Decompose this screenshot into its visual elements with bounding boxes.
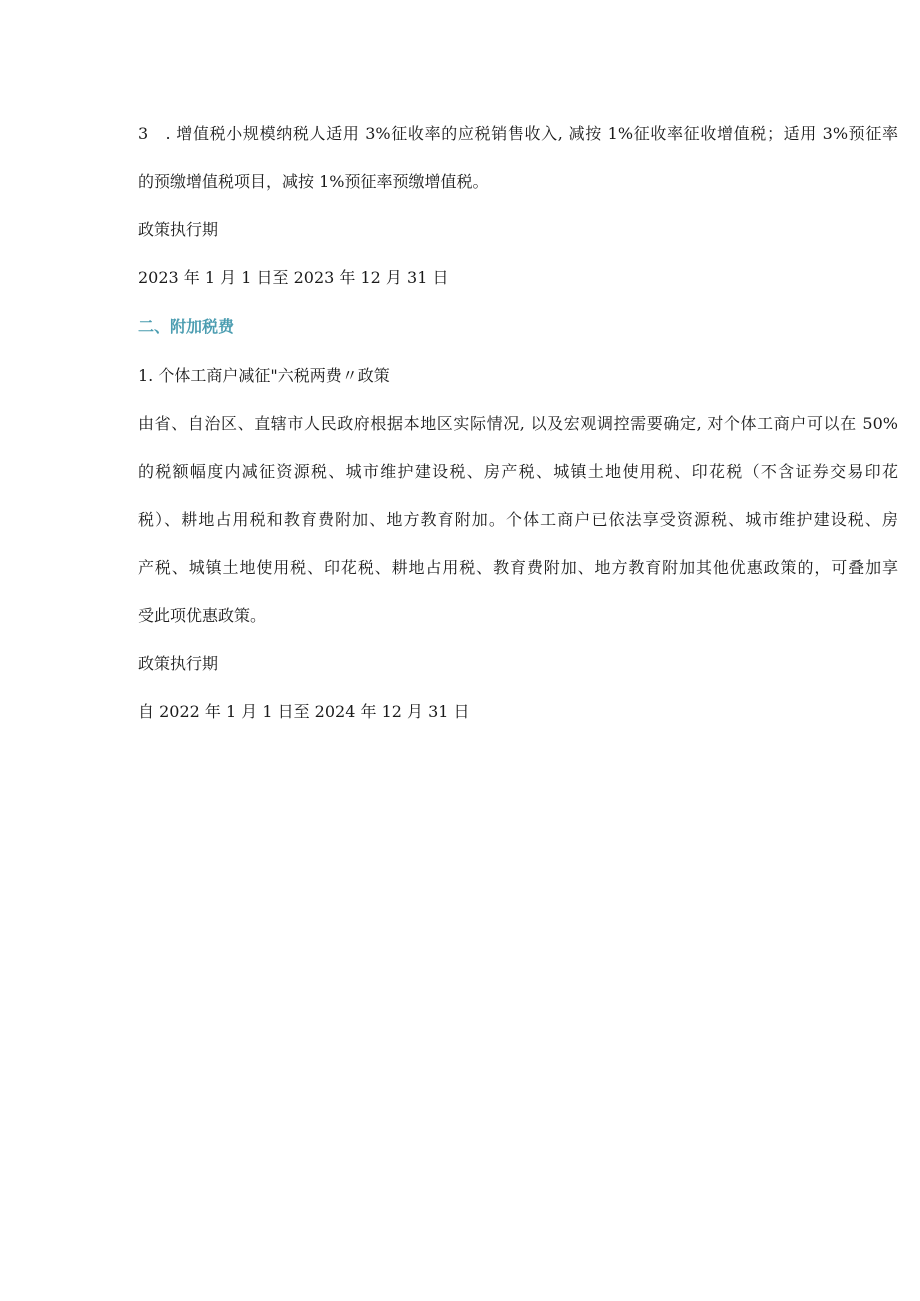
item3-line2: 的预缴增值税项目，减按 1%预征率预缴增值税。: [138, 172, 489, 191]
body-line-5: 受此项优惠政策。: [138, 606, 267, 625]
period-value-1: 2023 年 1 月 1 日至 2023 年 12 月 31 日: [138, 268, 449, 287]
item3-line1: 3 . 增值税小规模纳税人适用 3%征收率的应税销售收入, 减按 1%征收率征收增值税；适用 3%预征率: [138, 124, 898, 143]
period-value-2: 自 2022 年 1 月 1 日至 2024 年 12 月 31 日: [138, 702, 470, 721]
period-label-2: 政策执行期: [138, 654, 219, 673]
item1-title: 1. 个体工商户减征"六税两费〃政策: [138, 366, 390, 385]
body-line-4: 产税、城镇土地使用税、印花税、耕地占用税、教育费附加、地方教育附加其他优惠政策的，可叠加享: [138, 558, 898, 577]
body-line-3: 税）、耕地占用税和教育费附加、地方教育附加。个体工商户已依法享受资源税、城市维护建设税、房: [138, 510, 898, 529]
section-heading-additional-taxes: 二、附加税费: [138, 317, 235, 336]
body-line-1: 由省、自治区、直辖市人民政府根据本地区实际情况, 以及宏观调控需要确定, 对个体工商户可以在 50%: [138, 414, 898, 433]
period-label-1: 政策执行期: [138, 220, 219, 239]
body-line-2: 的税额幅度内减征资源税、城市维护建设税、房产税、城镇土地使用税、印花税（不含证券交易印花: [138, 462, 898, 481]
